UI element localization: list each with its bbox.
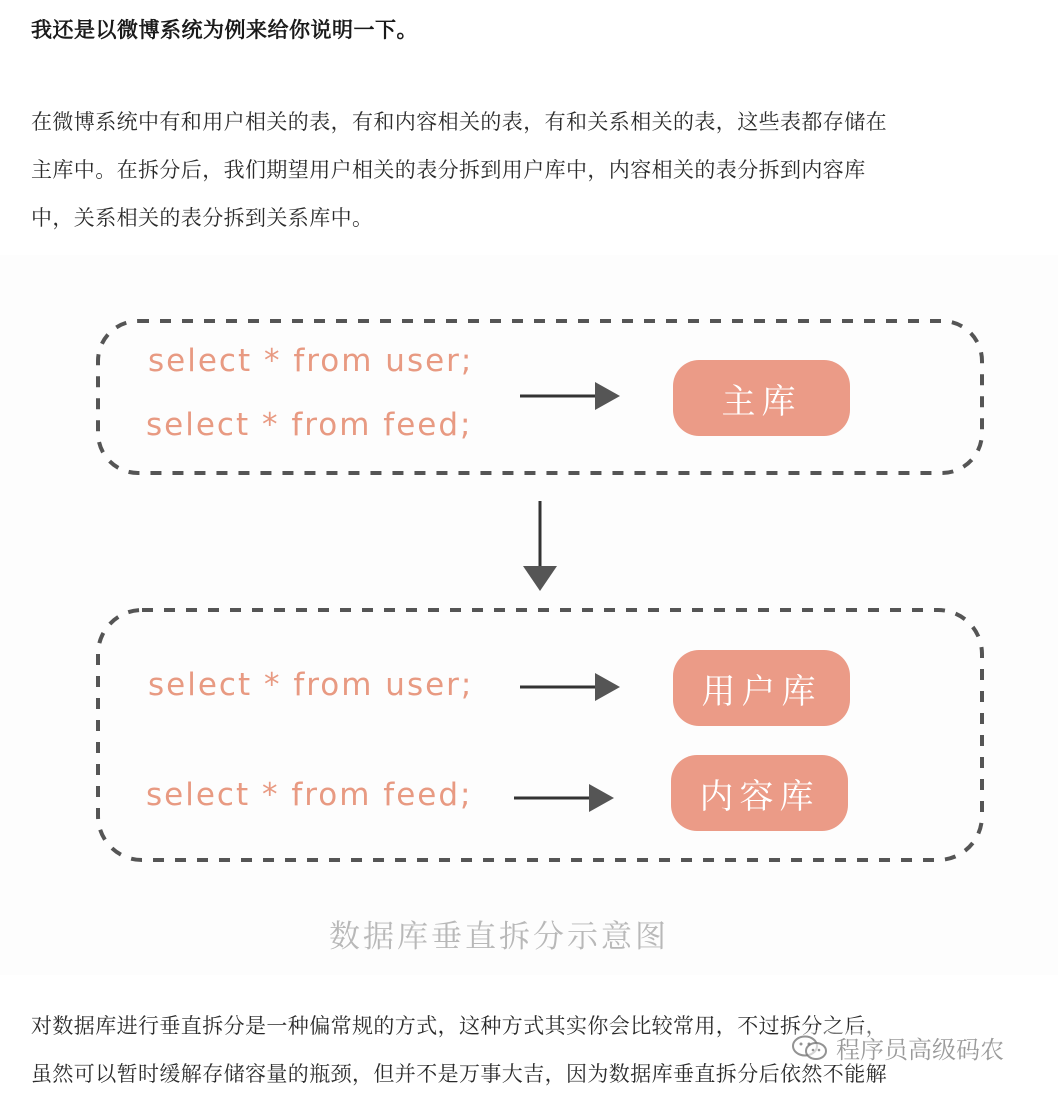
- paragraph-line: 对数据库进行垂直拆分是一种偏常规的方式，这种方式其实你会比较常用，不过拆分之后，: [31, 1014, 887, 1038]
- paragraph-line: 主库中。在拆分后，我们期望用户相关的表分拆到用户库中，内容相关的表分拆到内容库: [31, 158, 866, 182]
- split-diagram: [0, 255, 1058, 975]
- code-select-user: select * from user;: [148, 667, 474, 703]
- code-select-feed: select * from feed;: [146, 407, 473, 443]
- paragraph-line: 虽然可以暂时缓解存储容量的瓶颈，但并不是万事大吉，因为数据库垂直拆分后依然不能解: [31, 1062, 887, 1086]
- code-select-user: select * from user;: [148, 343, 474, 379]
- heading: 我还是以微博系统为例来给你说明一下。: [31, 18, 418, 42]
- db-box-user: 用户库: [673, 650, 850, 726]
- arrow-down: [523, 501, 557, 591]
- paragraph-intro: [31, 98, 1053, 242]
- arrow-top: [520, 382, 620, 410]
- paragraph-line: 在微博系统中有和用户相关的表，有和内容相关的表，有和关系相关的表，这些表都存储在: [31, 110, 887, 134]
- watermark: [790, 1030, 1004, 1065]
- arrow-feed: [514, 784, 614, 812]
- watermark-text: 程序员高级码农: [836, 1036, 1004, 1064]
- db-box-main: 主库: [673, 360, 850, 436]
- wechat-icon: [790, 1034, 830, 1062]
- diagram-caption: 数据库垂直拆分示意图: [329, 919, 669, 955]
- paragraph-line: 中，关系相关的表分拆到关系库中。: [31, 206, 374, 230]
- arrow-user: [520, 673, 620, 701]
- bottom-dashed-frame: [98, 610, 982, 860]
- db-box-content: 内容库: [671, 755, 848, 831]
- code-select-feed: select * from feed;: [146, 777, 473, 813]
